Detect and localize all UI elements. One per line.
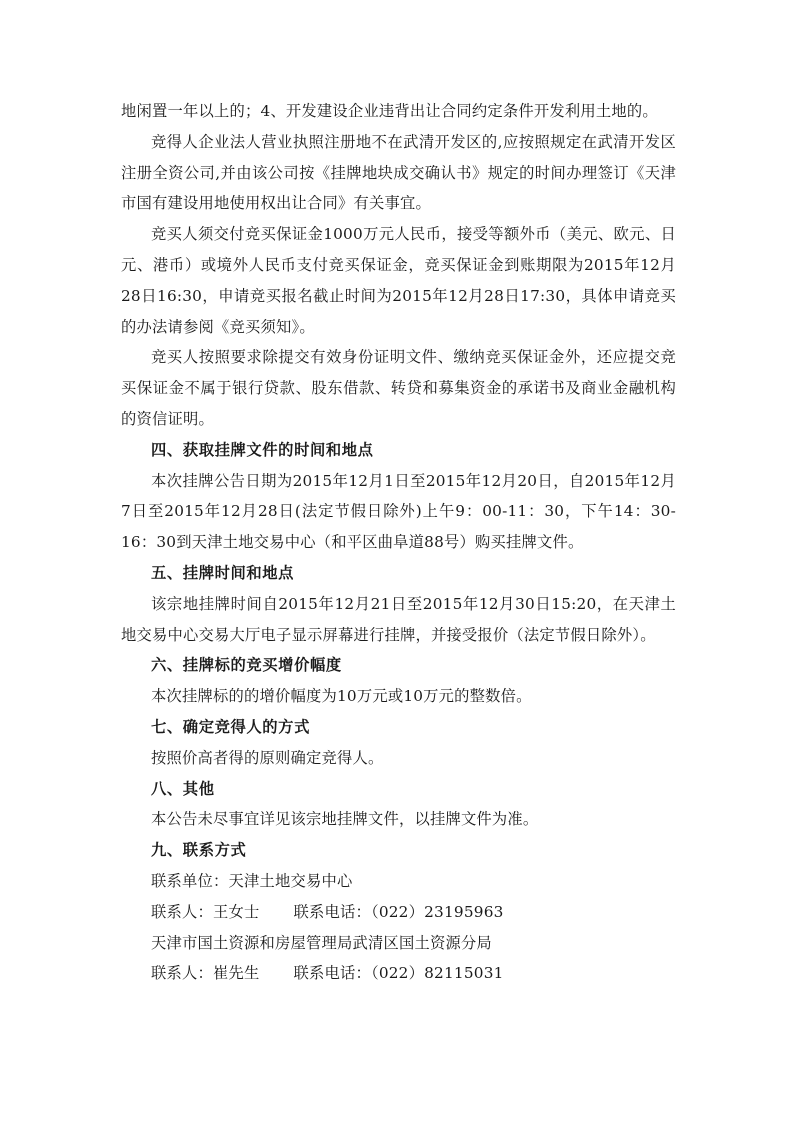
contact-phone-1: 联系电话：（022）23195963 <box>293 902 504 921</box>
heading-section-9: 九、联系方式 <box>151 841 247 860</box>
paragraph-company-registration: 竞得人企业法人营业执照注册地不在武清开发区的,应按照规定在武清开发区注册全资公司,并由该公司按《挂牌地块成交确认书》规定的时间办理签订《天津市国有建设用地使用权出让合同》有关事宜。 <box>121 132 676 213</box>
contact-line-1 <box>121 897 676 928</box>
contact-person-2: 联系人：崔先生 <box>151 964 260 983</box>
heading-section-6: 六、挂牌标的竞买增价幅度 <box>151 656 342 675</box>
paragraph-section-7: 按照价高者得的原则确定竞得人。 <box>151 748 384 767</box>
paragraph-section-6: 本次挂牌标的的增价幅度为10万元或10万元的整数倍。 <box>151 687 532 706</box>
paragraph-section-8: 本公告未尽事宜详见该宗地挂牌文件，以挂牌文件为准。 <box>151 810 539 829</box>
contact-bureau: 天津市国土资源和房屋管理局武清区国土资源分局 <box>151 933 492 952</box>
paragraph-section-5: 该宗地挂牌时间自2015年12月21日至2015年12月30日15:20，在天津土地交易中心交易大厅电子显示屏幕进行挂牌，并接受报价（法定节假日除外）。 <box>121 594 676 644</box>
paragraph-deposit: 竞买人须交付竞买保证金1000万元人民币，接受等额外币（美元、欧元、日元、港币）或境外人民币支付竞买保证金，竞买保证金到账期限为2015年12月28日16:30，申请竞买报名截止时间为2015年12月28日17:30，具体申请竞买的办法请参阅《竞买须知》。 <box>121 225 676 336</box>
paragraph-section-4: 本次挂牌公告日期为2015年12月1日至2015年12月20日，自2015年12月7日至2015年12月28日(法定节假日除外)上午9：00-11：30，下午14：30-16：30到天津土地交易中心（和平区曲阜道88号）购买挂牌文件。 <box>121 471 676 552</box>
heading-section-7: 七、确定竞得人的方式 <box>151 717 310 736</box>
contact-person-1: 联系人：王女士 <box>151 902 260 921</box>
document-body <box>121 96 676 989</box>
contact-unit: 联系单位：天津土地交易中心 <box>151 871 353 890</box>
heading-section-8: 八、其他 <box>151 779 215 798</box>
heading-section-5: 五、挂牌时间和地点 <box>151 563 295 582</box>
heading-section-4: 四、获取挂牌文件的时间和地点 <box>151 440 374 459</box>
paragraph-deposit-proof: 竞买人按照要求除提交有效身份证明文件、缴纳竞买保证金外，还应提交竞买保证金不属于银行贷款、股东借款、转贷和募集资金的承诺书及商业金融机构的资信证明。 <box>121 348 676 428</box>
paragraph-violation-tail: 地闲置一年以上的；4、开发建设企业违背出让合同约定条件开发利用土地的。 <box>121 102 658 120</box>
contact-line-2 <box>121 958 676 989</box>
contact-phone-2: 联系电话：（022）82115031 <box>293 964 504 983</box>
